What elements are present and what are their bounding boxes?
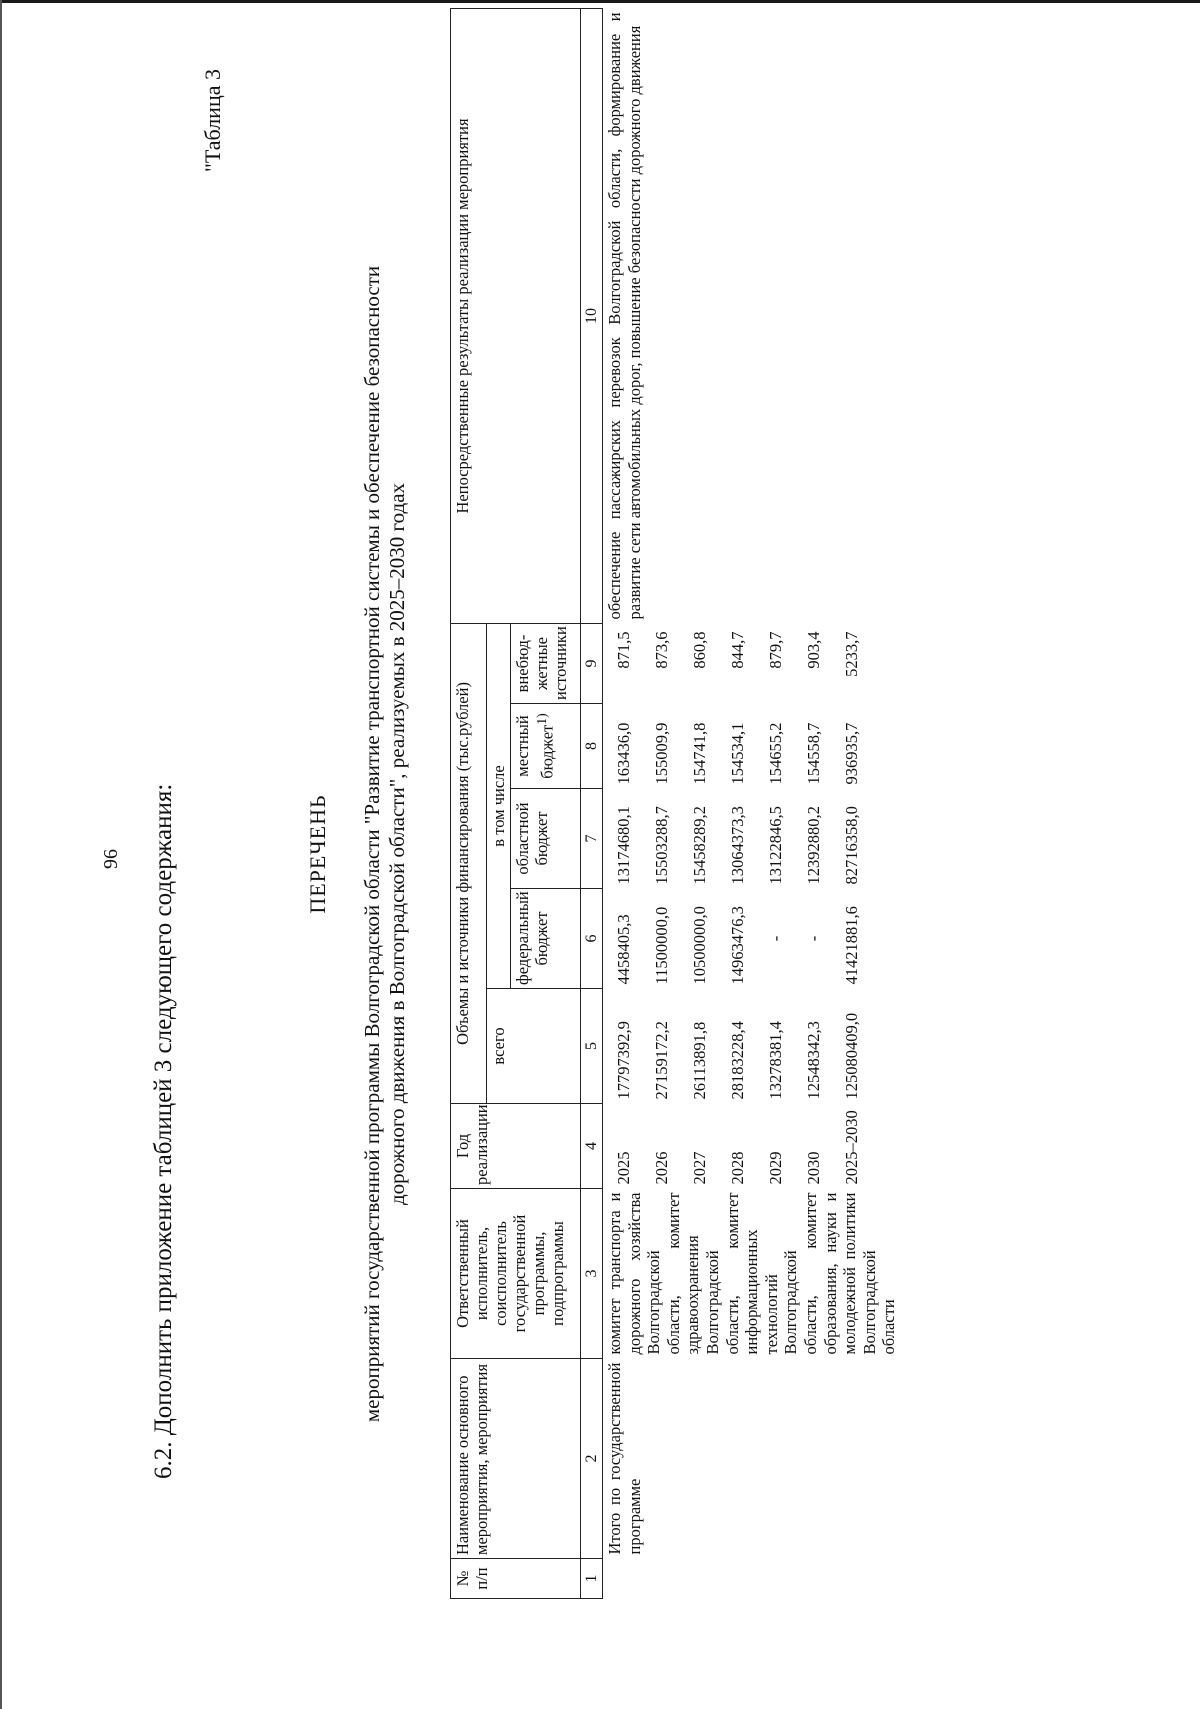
regional-value: 13064373,3 [728, 806, 747, 885]
header-name: Наименование основного мероприятия, мероприятия [451, 1359, 581, 1559]
regional-value: 12392880,2 [804, 806, 823, 885]
col-number: 6 [581, 889, 603, 989]
col-number: 10 [581, 8, 603, 623]
federal-value: 4458405,3 [614, 914, 633, 985]
row-years [603, 1104, 901, 1189]
header-regional: областной бюджет [511, 789, 581, 889]
extra-value: 873,6 [652, 631, 671, 669]
total-value: 17797392,9 [614, 1021, 633, 1100]
regional-value: 15458289,2 [690, 806, 709, 885]
year-value: 2029 [766, 1151, 785, 1185]
federal-value: - [766, 935, 785, 942]
table-label: "Таблица 3 [200, 69, 225, 173]
year-value: 2028 [728, 1151, 747, 1185]
col-number: 2 [581, 1359, 603, 1559]
col-number: 8 [581, 704, 603, 789]
col-number: 3 [581, 1189, 603, 1359]
year-value: 2027 [690, 1151, 709, 1185]
col-number: 7 [581, 789, 603, 889]
row-name: Итого по государственной программе [605, 1362, 644, 1555]
list-subtitle [360, 169, 410, 1519]
regional-value: 82716358,0 [842, 806, 861, 885]
total-value: 13278381,4 [766, 1021, 785, 1100]
extra-value: 879,7 [766, 631, 785, 669]
total-value: 27159172,2 [652, 1021, 671, 1100]
row-results: обеспечение пассажирских перевозок Волгоградской области, формирование и развитие сети автомобильных дорог, повышение безопасности дорожного движения [605, 12, 644, 620]
regional-value: 13174680,1 [614, 806, 633, 885]
extra-value: 903,4 [804, 631, 823, 669]
extra-value: 844,7 [728, 631, 747, 669]
col-number: 1 [581, 1559, 603, 1599]
row-local [603, 704, 901, 789]
local-value: 154655,2 [766, 722, 785, 785]
total-value: 12548342,3 [804, 1021, 823, 1100]
row-num-cell [603, 1559, 901, 1599]
row-federal [603, 889, 901, 989]
header-local-footnote: 1) [534, 713, 549, 725]
federal-value: 41421881,6 [842, 906, 861, 985]
row-total [603, 989, 901, 1104]
total-value: 28183228,4 [728, 1021, 747, 1100]
row-executor: комитет транспорта и дорожного хозяйства Волгоградской области, комитет здравоохранения Волгоградской области, комитет информационных технологий Волгоградской области, комитет образования, науки и молодежной политики Волгоградской области [605, 1192, 899, 1355]
header-federal: федеральный бюджет [511, 889, 581, 989]
header-num: № п/п [451, 1559, 581, 1599]
row-regional [603, 789, 901, 889]
header-total: всего [487, 989, 581, 1104]
col-number: 4 [581, 1104, 603, 1189]
col-number: 5 [581, 989, 603, 1104]
total-value: 125080409,0 [842, 1012, 861, 1100]
subtitle-line-1: мероприятий государственной программы Волгоградской области "Развитие транспортной системы и обеспечение безопасности [360, 265, 384, 1423]
header-results: Непосредственные результаты реализации мероприятия [451, 8, 581, 623]
extra-value: 5233,7 [842, 631, 861, 677]
local-value: 936935,7 [842, 722, 861, 785]
table-row [603, 8, 901, 1598]
federal-value: 14963476,3 [728, 906, 747, 985]
page-number: 96 [100, 849, 122, 869]
extra-value: 871,5 [614, 631, 633, 669]
federal-value: 10500000,0 [690, 906, 709, 985]
regional-value: 15503288,7 [652, 806, 671, 885]
local-value: 155009,9 [652, 722, 671, 785]
header-including: в том числе [487, 623, 511, 988]
total-value: 26113891,8 [690, 1021, 709, 1100]
year-value: 2025–2030 [842, 1110, 861, 1185]
row-extra [603, 623, 901, 703]
extra-value: 860,8 [690, 631, 709, 669]
local-value: 163436,0 [614, 722, 633, 785]
header-year: Год реализации [451, 1104, 581, 1189]
header-local-text: местный бюджет [513, 715, 557, 779]
local-value: 154534,1 [728, 722, 747, 785]
federal-value: - [804, 935, 823, 942]
year-value: 2030 [804, 1151, 823, 1185]
federal-value: 11500000,0 [652, 906, 671, 985]
local-value: 154741,8 [690, 722, 709, 785]
subtitle-line-2: дорожного движения в Волгоградской области", реализуемых в 2025–2030 годах [385, 482, 409, 1206]
intro-text: 6.2. Дополнить приложение таблицей 3 следующего содержания: [150, 783, 177, 1479]
measures-table [450, 8, 901, 1599]
header-local [511, 704, 581, 789]
year-value: 2026 [652, 1151, 671, 1185]
col-number: 9 [581, 623, 603, 703]
list-heading: ПЕРЕЧЕНЬ [305, 794, 330, 914]
header-financing: Объемы и источники финансирования (тыс.рублей) [451, 623, 487, 1103]
header-executor: Ответственный исполнитель, соисполнитель государственной программы, подпрограммы [451, 1189, 581, 1359]
regional-value: 13122846,5 [766, 806, 785, 885]
local-value: 154558,7 [804, 722, 823, 785]
year-value: 2025 [614, 1151, 633, 1185]
header-extra: внебюд-жетные источники [511, 623, 581, 703]
